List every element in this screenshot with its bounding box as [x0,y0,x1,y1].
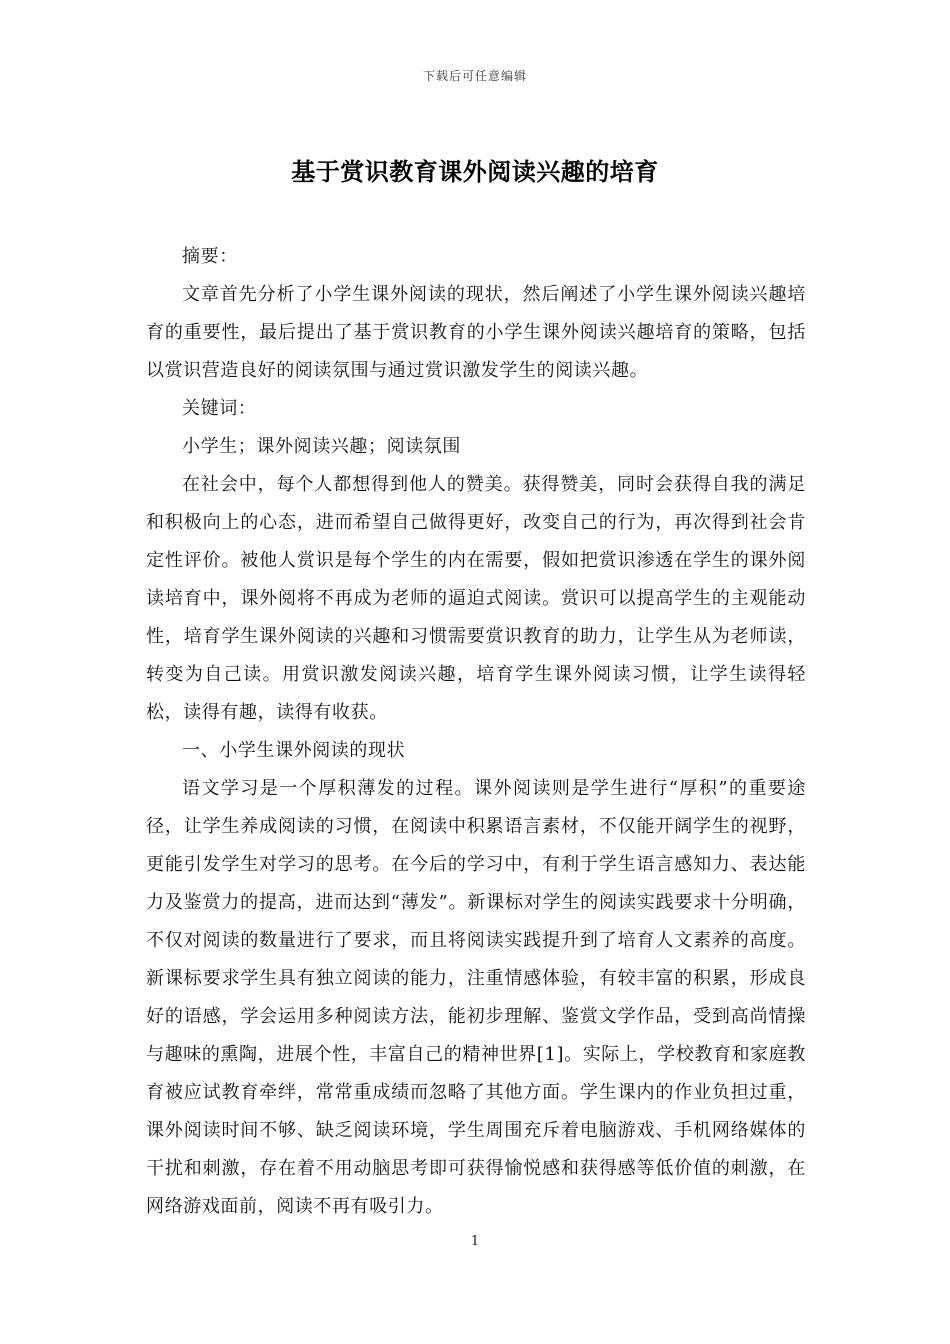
keywords-text: 小学生；课外阅读兴趣；阅读氛围 [182,436,461,457]
document-body [146,238,806,1226]
abstract-label: 摘要： [182,246,238,267]
page-number: 1 [470,1234,480,1249]
keywords-label: 关键词： [182,398,257,419]
abstract-text: 文章首先分析了小学生课外阅读的现状，然后阐述了小学生课外阅读兴趣培育的重要性，最后提出了基于赏识教育的小学生课外阅读兴趣培育的策略，包括以赏识营造良好的阅读氛围与通过赏识激发学生的阅读兴趣。 [146,284,806,381]
document-title: 基于赏识教育课外阅读兴趣的培育 [291,157,659,186]
header-note: 下载后可任意编辑 [422,69,527,83]
body-paragraph: 语文学习是一个厚积薄发的过程。课外阅读则是学生进行“厚积”的重要途径，让学生养成阅读的习惯，在阅读中积累语言素材，不仅能开阔学生的视野，更能引发学生对学习的思考。在今后的学习中，有利于学生语言感知力、表达能力及鉴赏力的提高，进而达到“薄发”。新课标对学生的阅读实践要求十分明确，不仅对阅读的数量进行了要求，而且将阅读实践提升到了培育人文素养的高度。新课标要求学生具有独立阅读的能力，注重情感体验，有较丰富的积累，形成良好的语感，学会运用多种阅读方法，能初步理解、鉴赏文学作品，受到高尚情操与趣味的熏陶，进展个性，丰富自己的精神世界[1]。实际上，学校教育和家庭教育被应试教育牵绊，常常重成绩而忽略了其他方面。学生课内的作业负担过重，课外阅读时间不够、缺乏阅读环境，学生周围充斥着电脑游戏、手机网络媒体的干扰和刺激，存在着不用动脑思考即可获得愉悦感和获得感等低价值的刺激，在网络游戏面前，阅读不再有吸引力。 [146,778,806,1217]
section-heading: 一、小学生课外阅读的现状 [182,740,406,761]
body-paragraph: 在社会中，每个人都想得到他人的赞美。获得赞美，同时会获得自我的满足和积极向上的心态，进而希望自己做得更好，改变自己的行为，再次得到社会肯定性评价。被他人赏识是每个学生的内在需要，假如把赏识渗透在学生的课外阅读培育中，课外阅将不再成为老师的逼迫式阅读。赏识可以提高学生的主观能动性，培育学生课外阅读的兴趣和习惯需要赏识教育的助力，让学生从为老师读，转变为自己读。用赏识激发阅读兴趣，培育学生课外阅读习惯，让学生读得轻松，读得有趣，读得有收获。 [146,474,806,723]
